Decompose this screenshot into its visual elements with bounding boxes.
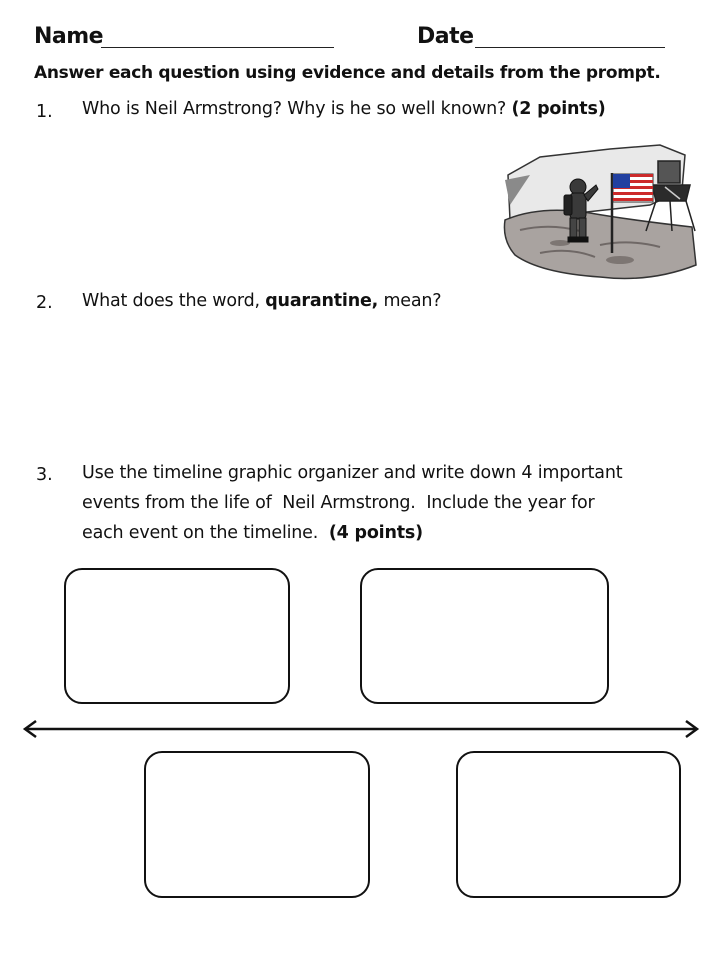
question-1 bbox=[82, 94, 606, 124]
date-field-line[interactable] bbox=[475, 47, 665, 48]
instructions: Answer each question using evidence and details from the prompt. bbox=[34, 63, 661, 83]
date-label: Date bbox=[417, 24, 474, 49]
question-3-number: 3. bbox=[36, 465, 53, 485]
name-field-line[interactable] bbox=[101, 47, 334, 48]
question-2-keyword: quarantine, bbox=[265, 291, 379, 311]
question-1-points: (2 points) bbox=[511, 99, 606, 119]
question-1-text: Who is Neil Armstrong? Why is he so well known? bbox=[82, 99, 507, 119]
question-3-line-2: events from the life of Neil Armstrong. Include the year for bbox=[82, 493, 595, 513]
question-3-line-3: each event on the timeline. bbox=[82, 523, 329, 543]
name-label: Name bbox=[34, 24, 104, 49]
question-3-points: (4 points) bbox=[328, 523, 423, 543]
timeline-event-box-3[interactable] bbox=[144, 751, 370, 898]
timeline-event-box-4[interactable] bbox=[456, 751, 681, 898]
question-2-number: 2. bbox=[36, 293, 53, 313]
question-3-line-1: Use the timeline graphic organizer and write down 4 important bbox=[82, 463, 623, 483]
timeline-event-box-1[interactable] bbox=[64, 568, 290, 704]
question-3 bbox=[82, 458, 682, 548]
astronaut-flag-icon bbox=[500, 135, 698, 283]
question-2-text-after: mean? bbox=[378, 291, 442, 311]
astronaut-illustration bbox=[500, 135, 698, 283]
question-2 bbox=[82, 286, 441, 316]
timeline-arrow bbox=[20, 718, 702, 740]
question-2-text-before: What does the word, bbox=[82, 291, 266, 311]
timeline-event-box-2[interactable] bbox=[360, 568, 609, 704]
question-1-number: 1. bbox=[36, 102, 53, 122]
